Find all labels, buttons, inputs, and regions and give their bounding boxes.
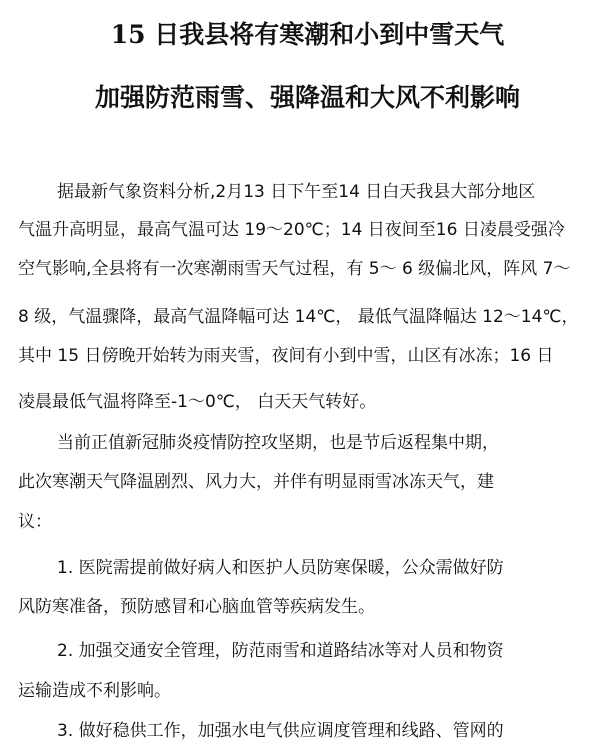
list-item-3-line-1: 3. 做好稳供工作，加强水电气供应调度管理和线路、管网的 [57, 721, 504, 741]
list-item-1-line-2: 风防寒准备，预防感冒和心脑血管等疾病发生。 [18, 597, 375, 617]
document-title-line-1: 15 日我县将有寒潮和小到中雪天气 [110, 20, 505, 49]
body-line-3: 空气影响,全县将有一次寒潮雨雪天气过程，有 5～ 6 级偏北风，阵风 7～ [18, 259, 571, 279]
body-line-1: 据最新气象资料分析,2月13 日下午至14 日白天我县大部分地区 [57, 182, 536, 202]
document-title-line-2: 加强防范雨雪、强降温和大风不利影响 [94, 83, 520, 112]
body-line-2: 气温升高明显，最高气温可达 19～20℃；14 日夜间至16 日凌晨受强冷 [18, 220, 565, 240]
body-line-8: 此次寒潮天气降温剧烈、风力大，并伴有明显雨雪冰冻天气，建 [18, 472, 494, 492]
list-item-2-line-2: 运输造成不利影响。 [18, 681, 171, 701]
body-line-9: 议： [18, 512, 52, 532]
list-item-1-line-1: 1. 医院需提前做好病人和医护人员防寒保暖，公众需做好防 [57, 558, 504, 578]
body-line-6: 凌晨最低气温将降至-1～0℃， 白天天气转好。 [18, 392, 377, 412]
body-line-5: 其中 15 日傍晚开始转为雨夹雪，夜间有小到中雪，山区有冰冻；16 日 [18, 346, 554, 366]
list-item-2-line-1: 2. 加强交通安全管理，防范雨雪和道路结冰等对人员和物资 [57, 641, 504, 661]
body-line-7: 当前正值新冠肺炎疫情防控攻坚期，也是节后返程集中期， [57, 433, 499, 453]
body-line-4: 8 级，气温骤降，最高气温降幅可达 14℃， 最低气温降幅达 12～14℃， [18, 307, 579, 327]
